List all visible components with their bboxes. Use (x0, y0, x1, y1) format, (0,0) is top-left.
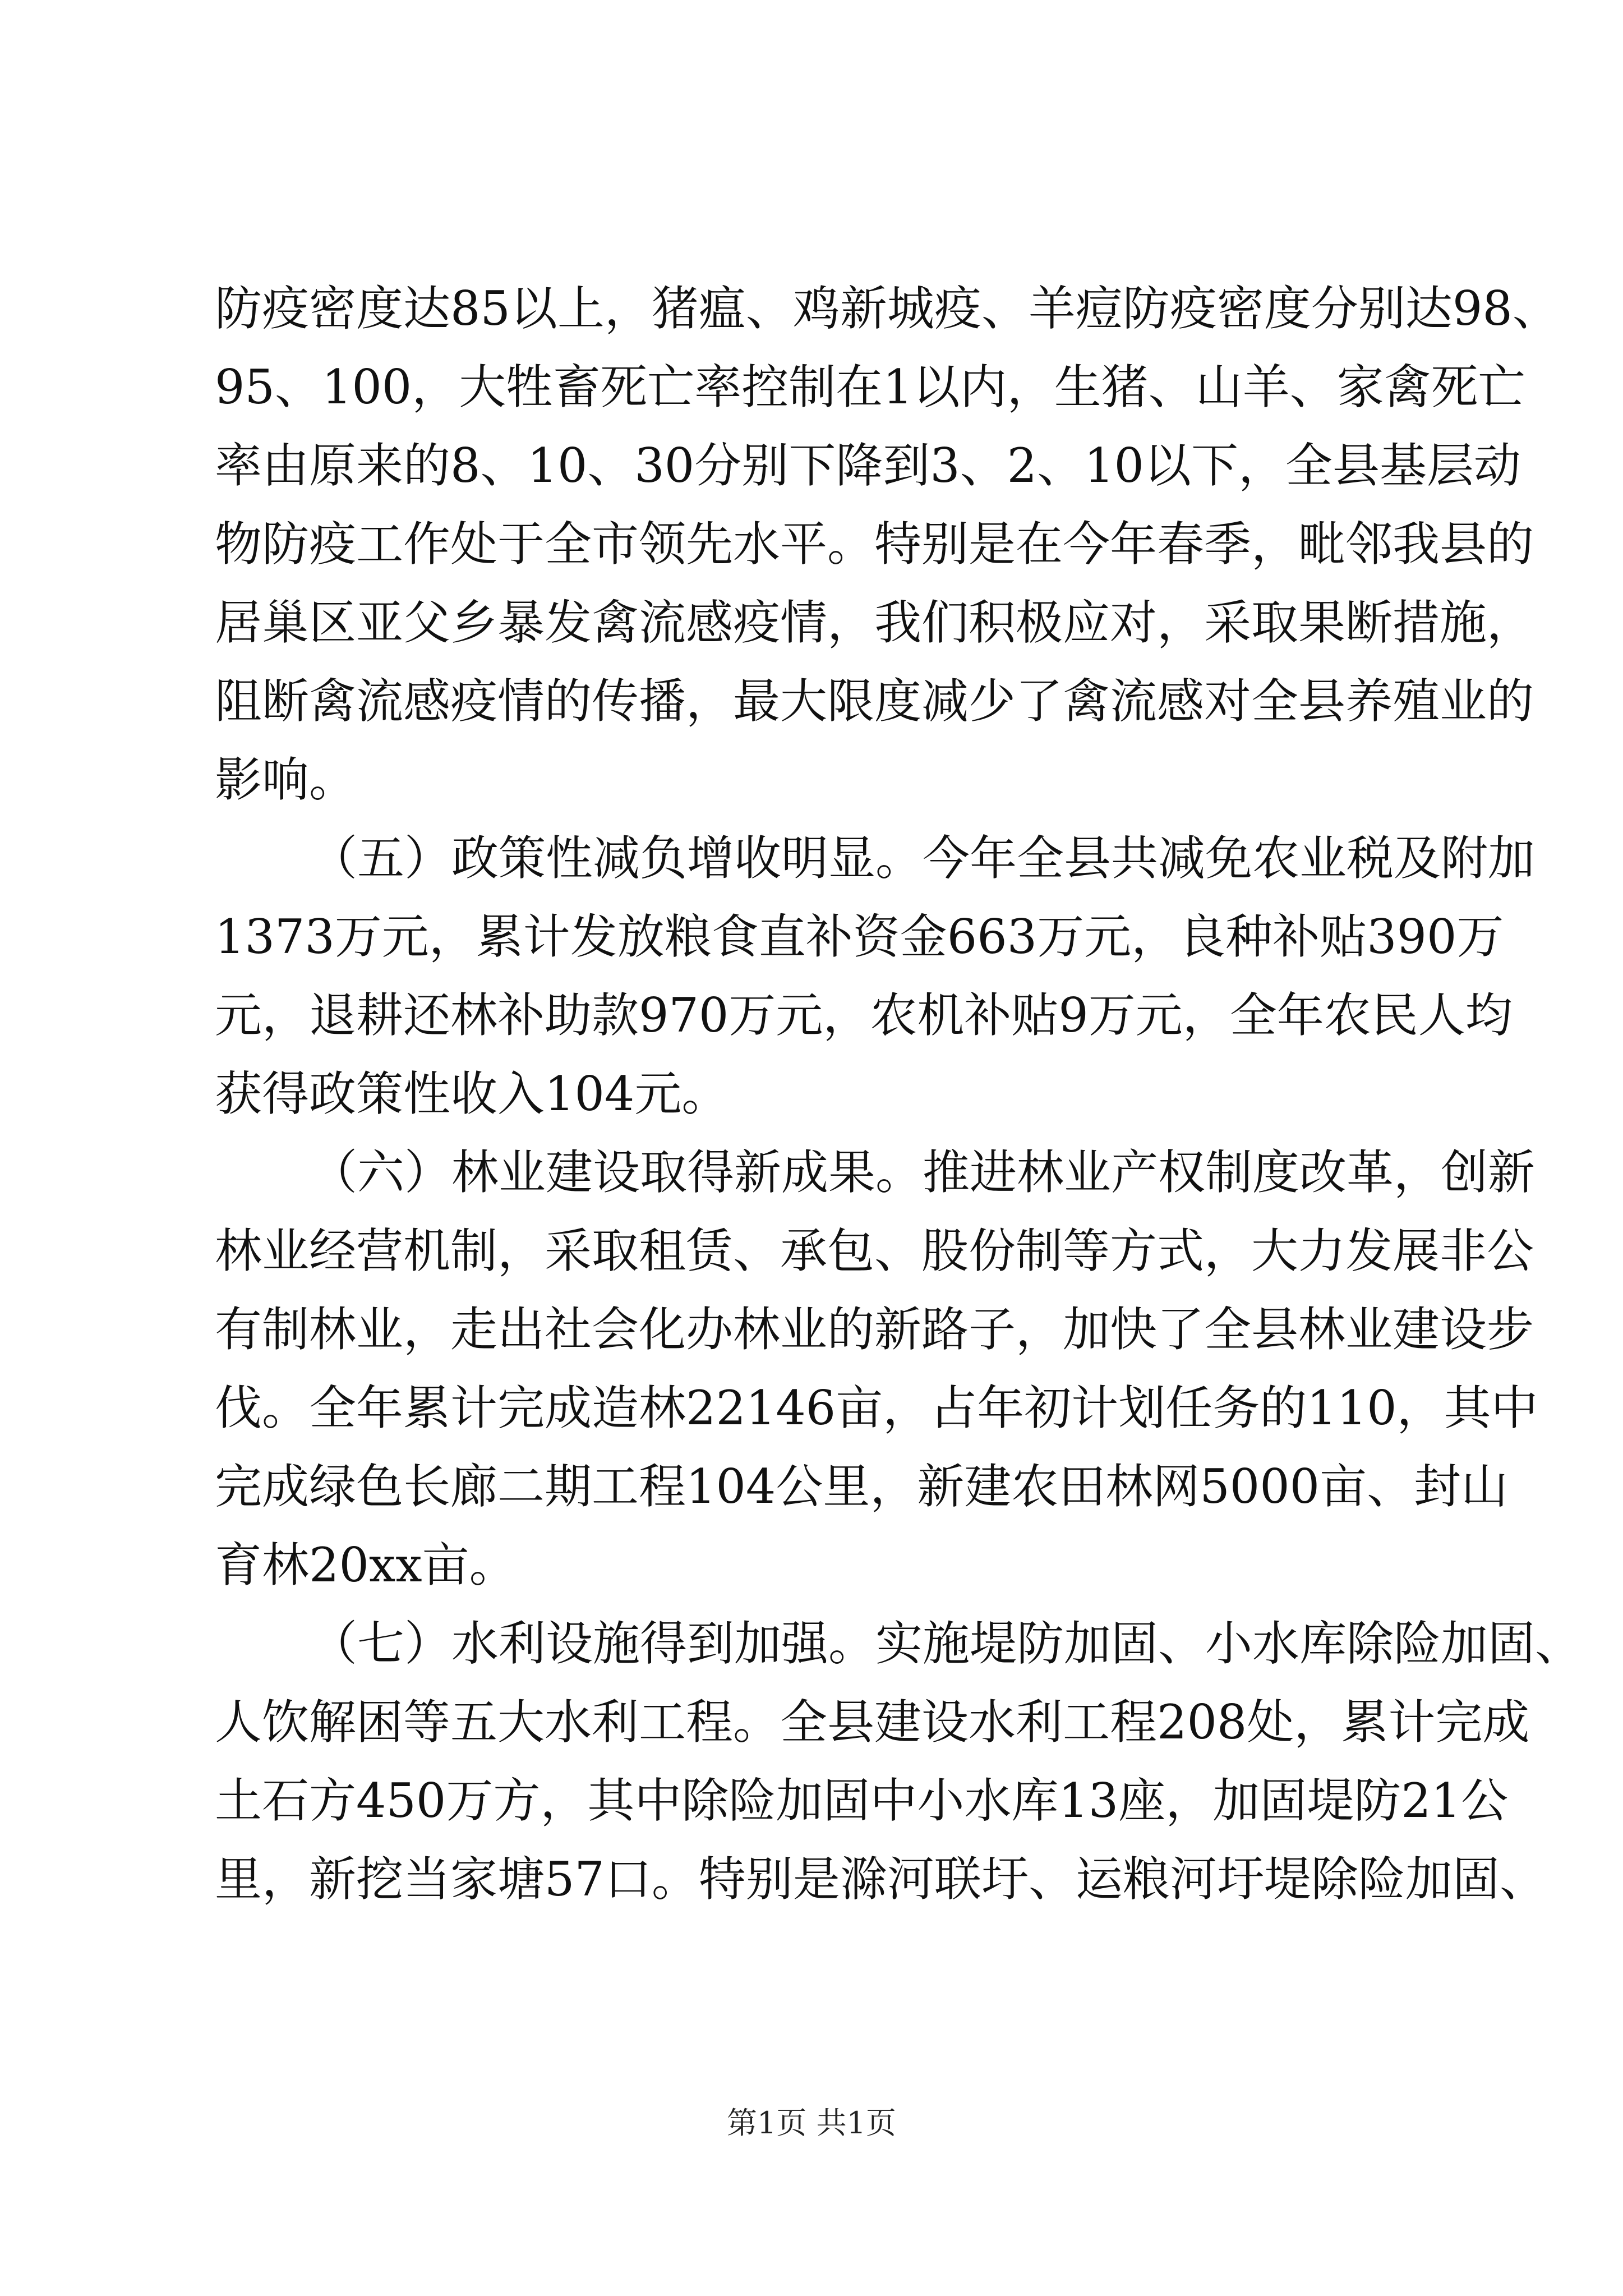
text-line: 里，新挖当家塘57口。特别是滁河联圩、运粮河圩堤除险加固、 (215, 1852, 1547, 1907)
text-line: 率由原来的8、10、30分别下降到3、2、10以下，全县基层动 (215, 438, 1521, 493)
text-line: 阻断禽流感疫情的传播，最大限度减少了禽流感对全县养殖业的 (215, 674, 1534, 729)
section-heading-line: （六）林业建设取得新成果。推进林业产权制度改革，创新 (310, 1145, 1536, 1200)
page-footer (0, 2101, 1623, 2146)
text-line: 物防疫工作处于全市领先水平。特别是在今年春季，毗邻我县的 (215, 517, 1534, 572)
text-line: 伐。全年累计完成造林22146亩，占年初计划任务的110，其中 (215, 1381, 1538, 1435)
section-heading-line: （五）政策性减负增收明显。今年全县共减免农业税及附加 (310, 831, 1536, 886)
text-line: 人饮解困等五大水利工程。全县建设水利工程208处，累计完成 (215, 1695, 1530, 1750)
text-line: 获得政策性收入104元。 (215, 1066, 729, 1121)
text-line: 完成绿色长廊二期工程104公里，新建农田林网5000亩、封山 (215, 1459, 1509, 1514)
text-line: 防疫密度达85以上，猪瘟、鸡新城疫、羊痘防疫密度分别达98、 (215, 281, 1560, 336)
text-line: 林业经营机制，采取租赁、承包、股份制等方式，大力发展非公 (215, 1223, 1534, 1278)
text-line: 居巢区亚父乡暴发禽流感疫情，我们积极应对，采取果断措施， (215, 595, 1534, 650)
page-number: 第1页 共1页 (727, 2105, 896, 2141)
text-line: 有制林业，走出社会化办林业的新路子，加快了全县林业建设步 (215, 1302, 1534, 1357)
text-line: 元，退耕还林补助款970万元，农机补贴9万元，全年农民人均 (215, 988, 1513, 1043)
text-line: 1373万元，累计发放粮食直补资金663万元，良种补贴390万 (215, 909, 1504, 964)
section-heading-line: （七）水利设施得到加强。实施堤防加固、小水库除险加固、 (310, 1616, 1583, 1671)
text-line: 育林20xx亩。 (215, 1538, 517, 1593)
text-line: 土石方450万方，其中除险加固中小水库13座，加固堤防21公 (215, 1773, 1509, 1828)
text-line: 95、100，大牲畜死亡率控制在1以内，生猪、山羊、家禽死亡 (215, 360, 1525, 415)
text-line: 影响。 (215, 752, 357, 807)
